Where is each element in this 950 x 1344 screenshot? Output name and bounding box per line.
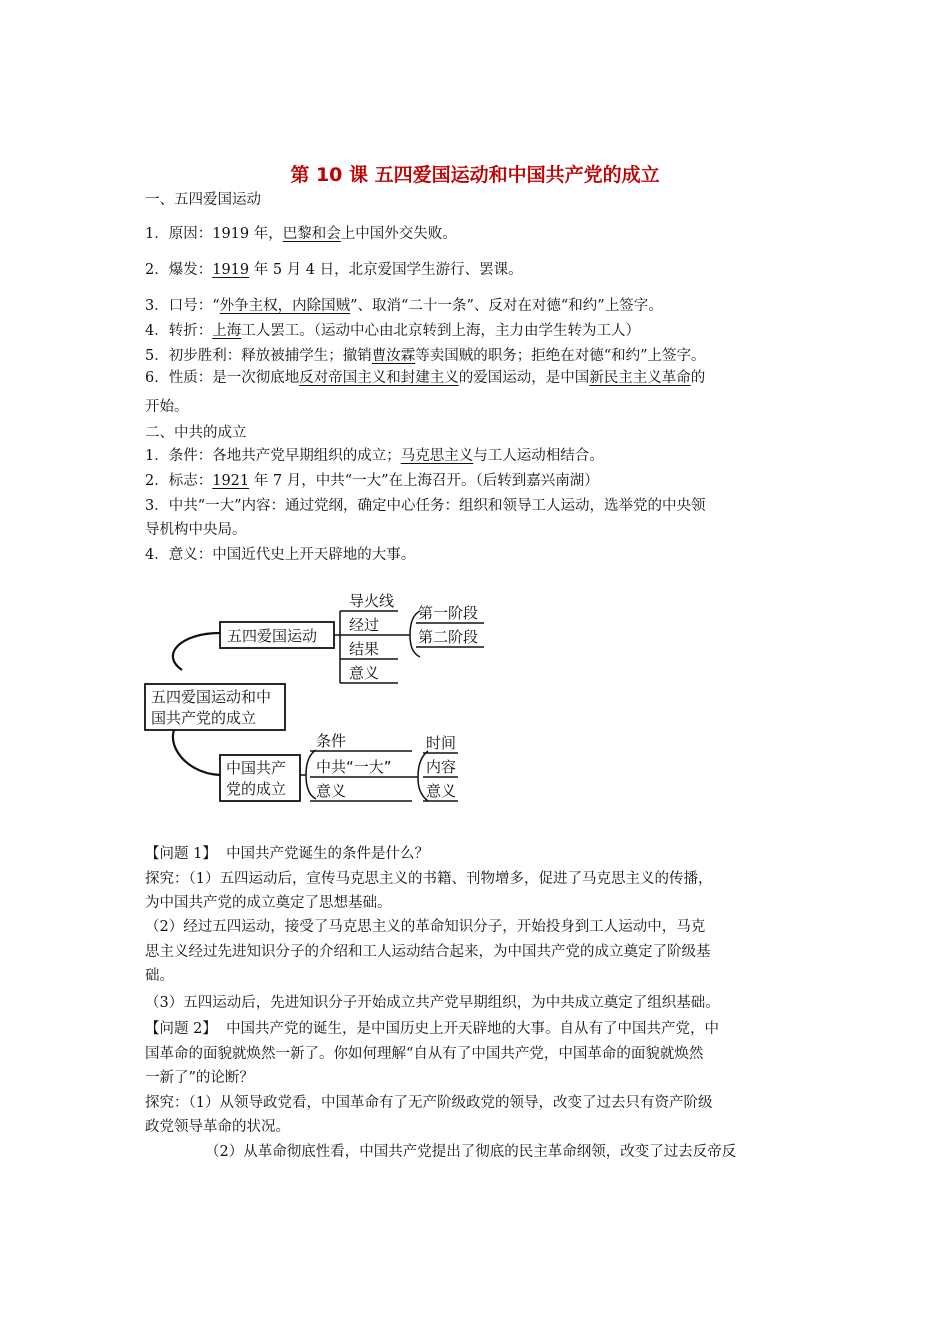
- answer-line: （3）五四运动后，先进知识分子开始成立共产党早期组织，为中共成立奠定了组织基础。: [145, 995, 720, 1011]
- root-label-2: 国共产党的成立: [151, 709, 257, 727]
- b2-sub-item: 时间: [426, 734, 457, 752]
- list-item: 1．条件：各地共产党早期组织的成立；马克思主义与工人运动相结合。: [145, 448, 604, 464]
- mind-map-diagram: [140, 585, 500, 814]
- list-item: 3．中共“一大”内容：通过党纲，确定中心任务：组织和领导工人运动，选举党的中央领: [145, 498, 706, 514]
- answer-line: （2）从革命彻底性看，中国共产党提出了彻底的民主革命纲领，改变了过去反帝反: [205, 1144, 737, 1160]
- list-item-continuation: 导机构中央局。: [145, 522, 247, 538]
- b1-sub-item: 第二阶段: [418, 628, 479, 646]
- root-label-1: 五四爱国运动和中: [151, 688, 272, 706]
- b2-sub-item: 内容: [426, 758, 457, 776]
- answer-line: 础。: [145, 968, 174, 984]
- question-2: 【问题 2】 中国共产党的诞生，是中国历史上开天辟地的大事。自从有了中国共产党，中: [145, 1021, 720, 1037]
- section-heading: 一、五四爱国运动: [145, 192, 261, 208]
- b2-sub-item: 意义: [426, 782, 457, 800]
- b1-item: 意义: [349, 664, 380, 682]
- list-item: 4．转折：上海工人罢工。（运动中心由北京转到上海，主力由学生转为工人）: [145, 323, 640, 339]
- branch-label-ccp-2: 党的成立: [226, 780, 287, 798]
- b2-item: 中共“一大”: [316, 758, 392, 776]
- b1-item: 导火线: [349, 592, 395, 610]
- list-item: 2．爆发：1919 年 5 月 4 日，北京爱国学生游行、罢课。: [145, 262, 523, 278]
- question-1: 【问题 1】 中国共产党诞生的条件是什么？: [145, 846, 430, 862]
- b2-item: 条件: [316, 732, 347, 750]
- list-item: 6．性质：是一次彻底地反对帝国主义和封建主义的爱国运动，是中国新民主主义革命的: [145, 370, 706, 386]
- answer-line: （2）经过五四运动，接受了马克思主义的革命知识分子，开始投身到工人运动中，马克: [145, 919, 706, 935]
- answer-line: 思主义经过先进知识分子的介绍和工人运动结合起来，为中国共产党的成立奠定了阶级基: [145, 944, 711, 960]
- b2-item: 意义: [316, 782, 347, 800]
- question-line: 一新了”的论断？: [145, 1070, 254, 1086]
- answer-line: 政党领导革命的状况。: [145, 1119, 290, 1135]
- list-item-continuation: 开始。: [145, 399, 189, 415]
- answer-line: 探究：（1）从领导政党看，中国革命有了无产阶级政党的领导，改变了过去只有资产阶级: [145, 1095, 713, 1111]
- page-title: 第 10 课 五四爱国运动和中国共产党的成立: [290, 164, 660, 186]
- branch-label-may4: 五四爱国运动: [227, 627, 318, 645]
- b1-item: 结果: [349, 640, 380, 658]
- branch-label-ccp-1: 中国共产: [226, 759, 287, 777]
- answer-line: 探究：（1）五四运动后，宣传马克思主义的书籍、刊物增多，促进了马克思主义的传播，: [145, 871, 713, 887]
- list-item: 3．口号：“外争主权，内除国贼”、取消“二十一条”、反对在对德“和约”上签字。: [145, 298, 663, 314]
- list-item: 2．标志：1921 年 7 月，中共“一大”在上海召开。（后转到嘉兴南湖）: [145, 473, 599, 489]
- answer-line: 为中国共产党的成立奠定了思想基础。: [145, 895, 392, 911]
- section-heading: 二、中共的成立: [145, 425, 247, 441]
- list-item: 4．意义：中国近代史上开天辟地的大事。: [145, 547, 416, 563]
- question-line: 国革命的面貌就焕然一新了。你如何理解“自从有了中国共产党，中国革命的面貌就焕然: [145, 1046, 704, 1062]
- b1-item: 经过: [349, 616, 380, 634]
- list-item: 1．原因：1919 年，巴黎和会上中国外交失败。: [145, 226, 457, 242]
- list-item: 5．初步胜利：释放被捕学生；撤销曹汝霖等卖国贼的职务；拒绝在对德“和约”上签字。: [145, 348, 706, 364]
- b1-sub-item: 第一阶段: [418, 604, 479, 622]
